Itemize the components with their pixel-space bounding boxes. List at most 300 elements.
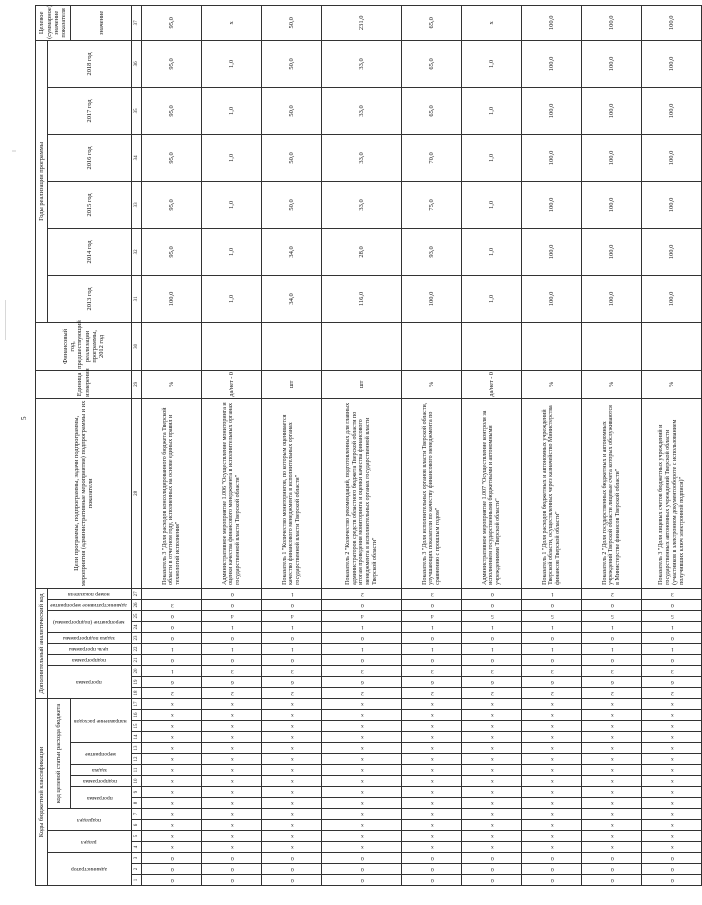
- kbk-task-header: [70, 765, 131, 776]
- column-number: 5: [132, 831, 142, 842]
- fin-year-cell: [642, 322, 702, 370]
- code-cell: [522, 654, 582, 665]
- code-digit: x: [360, 778, 364, 785]
- table-row: [202, 5, 262, 885]
- code-cell: [322, 632, 402, 643]
- code-cell: [582, 665, 642, 676]
- code-cell: [202, 599, 262, 610]
- code-cell: [582, 853, 642, 864]
- code-digit: 0: [290, 877, 294, 884]
- unit-cell: шт: [322, 370, 402, 398]
- code-digit: x: [610, 833, 614, 840]
- code-cell: [582, 787, 642, 798]
- extra-event-header: [48, 610, 132, 632]
- code-cell: [142, 621, 202, 632]
- code-digit: x: [290, 712, 294, 719]
- code-digit: 4: [290, 613, 294, 620]
- code-digit: 0: [610, 635, 614, 642]
- code-digit: x: [490, 822, 494, 829]
- code-digit: x: [430, 778, 434, 785]
- code-cell: [142, 665, 202, 676]
- column-number: 13: [132, 743, 142, 754]
- code-digit: 1: [360, 646, 364, 653]
- code-cell: [322, 864, 402, 875]
- year-value: 70,0: [402, 134, 462, 181]
- code-digit: x: [490, 756, 494, 763]
- code-cell: [462, 599, 522, 610]
- code-digit: 0: [230, 635, 234, 642]
- code-cell: [642, 853, 702, 864]
- code-digit: x: [430, 789, 434, 796]
- code-digit: x: [610, 789, 614, 796]
- year-value: 1,0: [202, 87, 262, 134]
- code-cell: [142, 765, 202, 776]
- code-cell: [322, 842, 402, 853]
- unit-cell: %: [522, 370, 582, 398]
- code-cell: [582, 743, 642, 754]
- code-cell: [582, 643, 642, 654]
- code-cell: [402, 765, 462, 776]
- code-digit: 0: [230, 657, 234, 664]
- code-cell: [642, 621, 702, 632]
- code-cell: [522, 632, 582, 643]
- code-cell: [402, 787, 462, 798]
- code-cell: [262, 698, 322, 709]
- code-cell: [522, 831, 582, 842]
- code-digit: 3: [490, 668, 494, 675]
- code-cell: [462, 776, 522, 787]
- code-digit: 0: [430, 877, 434, 884]
- code-digit: x: [290, 811, 294, 818]
- indicator-text: Административное мероприятие 1.007 "Осуществление контроля за исполнением государственными бюджетными и автономными учреждениями Тверской области": [462, 398, 522, 588]
- kbk-subprogram-header: [70, 776, 131, 787]
- code-cell: [262, 787, 322, 798]
- kbk-group-header: Коды бюджетной классификации: [36, 698, 48, 885]
- code-digit: 3: [360, 668, 364, 675]
- year-value: 1,0: [462, 228, 522, 275]
- column-number: 36: [132, 40, 142, 87]
- code-cell: [322, 776, 402, 787]
- code-digit: x: [430, 822, 434, 829]
- indicator-text: Показатель 1 "Количество мониторингов, по которым оценивается качество финансового менеджмента в исполнительных органах государственной власти Тверской области": [262, 398, 322, 588]
- code-cell: [262, 676, 322, 687]
- code-digit: x: [360, 712, 364, 719]
- code-digit: x: [490, 767, 494, 774]
- code-digit: 0: [230, 866, 234, 873]
- code-digit: x: [290, 778, 294, 785]
- code-digit: x: [360, 822, 364, 829]
- code-digit: 1: [430, 646, 434, 653]
- code-cell: [582, 820, 642, 831]
- code-cell: [322, 875, 402, 886]
- code-cell: [522, 820, 582, 831]
- goals-header: Цели программы, подпрограммы, задачи подпрограммы, мероприятия (административные мероприятия) подпрограммы и их показатели: [36, 398, 132, 588]
- code-digit: x: [230, 745, 234, 752]
- code-digit: 0: [490, 657, 494, 664]
- code-cell: [402, 588, 462, 599]
- kbk-event-header: [70, 743, 131, 765]
- code-digit: 0: [170, 635, 174, 642]
- code-digit: x: [230, 822, 234, 829]
- code-digit: 0: [670, 877, 674, 884]
- code-cell: [402, 599, 462, 610]
- code-cell: [522, 698, 582, 709]
- code-digit: x: [670, 756, 674, 763]
- code-digit: 3: [230, 668, 234, 675]
- year-value: 1,0: [202, 134, 262, 181]
- column-number: 27: [132, 588, 142, 599]
- code-digit: x: [430, 701, 434, 708]
- code-digit: 1: [670, 624, 674, 631]
- code-digit: x: [170, 734, 174, 741]
- code-digit: x: [290, 833, 294, 840]
- code-cell: [522, 842, 582, 853]
- extra-admin-event-header: [48, 599, 132, 610]
- code-digit: x: [670, 723, 674, 730]
- code-digit: x: [550, 701, 554, 708]
- fin-year-cell: [202, 322, 262, 370]
- code-digit: x: [230, 778, 234, 785]
- code-cell: [402, 643, 462, 654]
- code-digit: 1: [290, 591, 294, 598]
- code-digit: 6: [490, 679, 494, 686]
- year-value: 33,0: [322, 134, 402, 181]
- code-digit: x: [490, 789, 494, 796]
- code-digit: 0: [670, 635, 674, 642]
- column-number: 33: [132, 181, 142, 228]
- code-digit: x: [670, 778, 674, 785]
- code-cell: [142, 599, 202, 610]
- code-cell: [402, 831, 462, 842]
- code-cell: [462, 621, 522, 632]
- code-cell: [402, 842, 462, 853]
- code-cell: [642, 787, 702, 798]
- unit-cell: %: [582, 370, 642, 398]
- kbk-direction-label: направление расходов: [73, 717, 127, 724]
- kbk-subsection-label: подраздел: [76, 816, 101, 823]
- code-digit: 0: [170, 657, 174, 664]
- code-digit: x: [670, 745, 674, 752]
- column-number: 9: [132, 787, 142, 798]
- code-digit: 2: [360, 591, 364, 598]
- code-cell: [402, 654, 462, 665]
- target-value: 100,0: [522, 5, 582, 40]
- code-cell: [582, 676, 642, 687]
- code-digit: x: [360, 833, 364, 840]
- code-digit: 3: [670, 591, 674, 598]
- code-digit: 0: [360, 866, 364, 873]
- table-row: [262, 5, 322, 885]
- code-cell: [142, 698, 202, 709]
- code-digit: 5: [550, 613, 554, 620]
- code-cell: [142, 820, 202, 831]
- code-cell: [142, 721, 202, 732]
- code-cell: [462, 875, 522, 886]
- extra-goal-label: цель программы: [69, 646, 109, 653]
- code-digit: 0: [550, 602, 554, 609]
- code-cell: [522, 743, 582, 754]
- scan-artifact: [5, 300, 12, 340]
- code-cell: [262, 765, 322, 776]
- code-cell: [462, 787, 522, 798]
- code-digit: x: [610, 712, 614, 719]
- code-digit: x: [490, 734, 494, 741]
- code-cell: [322, 676, 402, 687]
- code-digit: x: [170, 723, 174, 730]
- column-number: 1: [132, 875, 142, 886]
- code-cell: [642, 864, 702, 875]
- code-digit: x: [430, 833, 434, 840]
- code-cell: [202, 776, 262, 787]
- code-digit: 0: [550, 877, 554, 884]
- code-digit: 2: [490, 690, 494, 697]
- column-number: 23: [132, 632, 142, 643]
- code-digit: x: [230, 723, 234, 730]
- code-digit: 2: [610, 591, 614, 598]
- code-cell: [462, 654, 522, 665]
- code-cell: [642, 765, 702, 776]
- code-digit: x: [670, 734, 674, 741]
- code-digit: 0: [230, 877, 234, 884]
- code-cell: [262, 864, 322, 875]
- code-digit: x: [230, 789, 234, 796]
- code-cell: [322, 754, 402, 765]
- code-cell: [322, 787, 402, 798]
- code-cell: [262, 599, 322, 610]
- code-cell: [462, 853, 522, 864]
- code-digit: 6: [430, 679, 434, 686]
- code-digit: 0: [670, 855, 674, 862]
- code-cell: [202, 820, 262, 831]
- code-cell: [462, 588, 522, 599]
- code-cell: [262, 842, 322, 853]
- code-digit: x: [670, 701, 674, 708]
- code-digit: 2: [230, 690, 234, 697]
- code-cell: [582, 632, 642, 643]
- code-cell: [582, 754, 642, 765]
- code-cell: [582, 831, 642, 842]
- unit-cell: %: [142, 370, 202, 398]
- code-digit: x: [670, 833, 674, 840]
- indicator-text: Показатель 3 "Доля лицевых счетов бюджетных учреждений и государственных автономных учреждений Тверской области (участников в электронном документообороте с использованием получивших ключ электронной подписи)": [642, 398, 702, 588]
- code-digit: x: [430, 712, 434, 719]
- code-cell: [462, 698, 522, 709]
- code-cell: [202, 632, 262, 643]
- code-digit: 5: [610, 613, 614, 620]
- code-cell: [402, 610, 462, 621]
- column-number: 21: [132, 654, 142, 665]
- code-cell: [642, 643, 702, 654]
- code-cell: [142, 654, 202, 665]
- code-digit: 0: [670, 602, 674, 609]
- code-cell: [202, 875, 262, 886]
- code-cell: [402, 665, 462, 676]
- code-digit: 3: [550, 668, 554, 675]
- code-cell: [262, 721, 322, 732]
- code-cell: [522, 875, 582, 886]
- code-cell: [402, 754, 462, 765]
- code-digit: x: [610, 734, 614, 741]
- code-digit: 1: [290, 624, 294, 631]
- code-cell: [262, 776, 322, 787]
- extra-subprogram-label: подпрограмма: [71, 657, 106, 664]
- code-digit: 1: [610, 646, 614, 653]
- indicator-text: Административное мероприятие 1.006 "Осуществление мониторинга и оценки качества финансового менеджмента в исполнительных органах государственной власти Тверской области": [202, 398, 262, 588]
- column-number: 29: [132, 370, 142, 398]
- code-cell: [582, 776, 642, 787]
- code-digit: x: [170, 800, 174, 807]
- code-digit: x: [290, 745, 294, 752]
- year-value: 100,0: [582, 134, 642, 181]
- code-digit: x: [290, 822, 294, 829]
- code-cell: [262, 643, 322, 654]
- code-digit: x: [170, 756, 174, 763]
- code-cell: [642, 820, 702, 831]
- unit-cell: да/нет - 0: [202, 370, 262, 398]
- code-digit: x: [230, 756, 234, 763]
- code-digit: 2: [290, 690, 294, 697]
- code-cell: [402, 864, 462, 875]
- code-digit: 0: [550, 657, 554, 664]
- code-cell: [642, 632, 702, 643]
- code-digit: 1: [610, 624, 614, 631]
- year-value: 65,0: [402, 40, 462, 87]
- code-cell: [142, 732, 202, 743]
- year-value: 100,0: [642, 40, 702, 87]
- code-cell: [402, 732, 462, 743]
- code-cell: [642, 698, 702, 709]
- code-cell: [462, 676, 522, 687]
- code-digit: x: [360, 767, 364, 774]
- year-value: 100,0: [522, 181, 582, 228]
- code-digit: 0: [610, 877, 614, 884]
- column-number: 8: [132, 798, 142, 809]
- code-digit: 2: [670, 690, 674, 697]
- extra-program-header: [48, 665, 132, 698]
- column-number: 34: [132, 134, 142, 181]
- code-cell: [202, 809, 262, 820]
- code-cell: [522, 853, 582, 864]
- year-value: 100,0: [582, 87, 642, 134]
- unit-cell: %: [402, 370, 462, 398]
- code-cell: [322, 665, 402, 676]
- code-cell: [202, 831, 262, 842]
- code-digit: 0: [290, 855, 294, 862]
- code-cell: [522, 621, 582, 632]
- code-digit: x: [430, 723, 434, 730]
- code-digit: x: [290, 844, 294, 851]
- code-cell: [582, 765, 642, 776]
- column-number: 6: [132, 820, 142, 831]
- year-value: 93,0: [402, 228, 462, 275]
- year-value: 95,0: [142, 40, 202, 87]
- column-number: 28: [132, 398, 142, 588]
- code-digit: x: [610, 723, 614, 730]
- code-cell: [522, 776, 582, 787]
- code-digit: x: [230, 844, 234, 851]
- code-cell: [262, 710, 322, 721]
- fin-year-header: Финансовый год, предшествующий реализации программы, 2012 год: [36, 322, 132, 370]
- code-digit: 1: [290, 646, 294, 653]
- code-digit: x: [490, 800, 494, 807]
- code-cell: [202, 610, 262, 621]
- code-digit: 0: [550, 866, 554, 873]
- column-number: 31: [132, 275, 142, 322]
- code-cell: [582, 588, 642, 599]
- year-value: 100,0: [642, 134, 702, 181]
- code-digit: x: [490, 701, 494, 708]
- code-digit: 0: [290, 635, 294, 642]
- code-digit: x: [610, 844, 614, 851]
- column-number: 26: [132, 599, 142, 610]
- code-digit: x: [360, 723, 364, 730]
- code-cell: [202, 754, 262, 765]
- code-cell: [202, 765, 262, 776]
- code-cell: [262, 621, 322, 632]
- code-cell: [202, 721, 262, 732]
- code-cell: [142, 676, 202, 687]
- code-digit: 2: [360, 690, 364, 697]
- code-digit: x: [230, 833, 234, 840]
- code-cell: [202, 798, 262, 809]
- code-cell: [142, 809, 202, 820]
- fin-year-cell: [142, 322, 202, 370]
- code-digit: x: [430, 745, 434, 752]
- code-digit: x: [360, 844, 364, 851]
- code-digit: 0: [490, 591, 494, 598]
- column-number: 35: [132, 87, 142, 134]
- code-cell: [202, 732, 262, 743]
- code-digit: x: [230, 767, 234, 774]
- unit-cell: шт: [262, 370, 322, 398]
- extra-code-group-header: Дополнительный аналитический код: [36, 588, 48, 698]
- year-value: 50,0: [262, 181, 322, 228]
- column-number: 16: [132, 710, 142, 721]
- code-digit: x: [170, 701, 174, 708]
- code-cell: [262, 665, 322, 676]
- code-cell: [142, 875, 202, 886]
- code-cell: [642, 776, 702, 787]
- code-cell: [402, 721, 462, 732]
- code-cell: [142, 643, 202, 654]
- code-digit: x: [550, 833, 554, 840]
- column-number: 20: [132, 665, 142, 676]
- code-digit: x: [550, 800, 554, 807]
- code-cell: [462, 710, 522, 721]
- extra-event-label: мероприятие (подпрограммы): [52, 618, 125, 625]
- code-cell: [522, 588, 582, 599]
- code-digit: x: [360, 800, 364, 807]
- code-digit: 0: [430, 657, 434, 664]
- code-digit: 0: [230, 591, 234, 598]
- code-digit: 3: [170, 602, 174, 609]
- year-value: 65,0: [402, 87, 462, 134]
- code-digit: 6: [230, 679, 234, 686]
- kbk-event-label: мероприятие: [84, 750, 116, 757]
- column-number: 7: [132, 809, 142, 820]
- code-cell: [262, 754, 322, 765]
- code-cell: [462, 798, 522, 809]
- code-cell: [522, 787, 582, 798]
- target-value: 100,0: [642, 5, 702, 40]
- year-value: 1,0: [462, 275, 522, 322]
- code-cell: [582, 599, 642, 610]
- code-cell: [642, 875, 702, 886]
- code-cell: [462, 732, 522, 743]
- code-digit: x: [670, 822, 674, 829]
- code-cell: [522, 676, 582, 687]
- code-digit: 1: [550, 591, 554, 598]
